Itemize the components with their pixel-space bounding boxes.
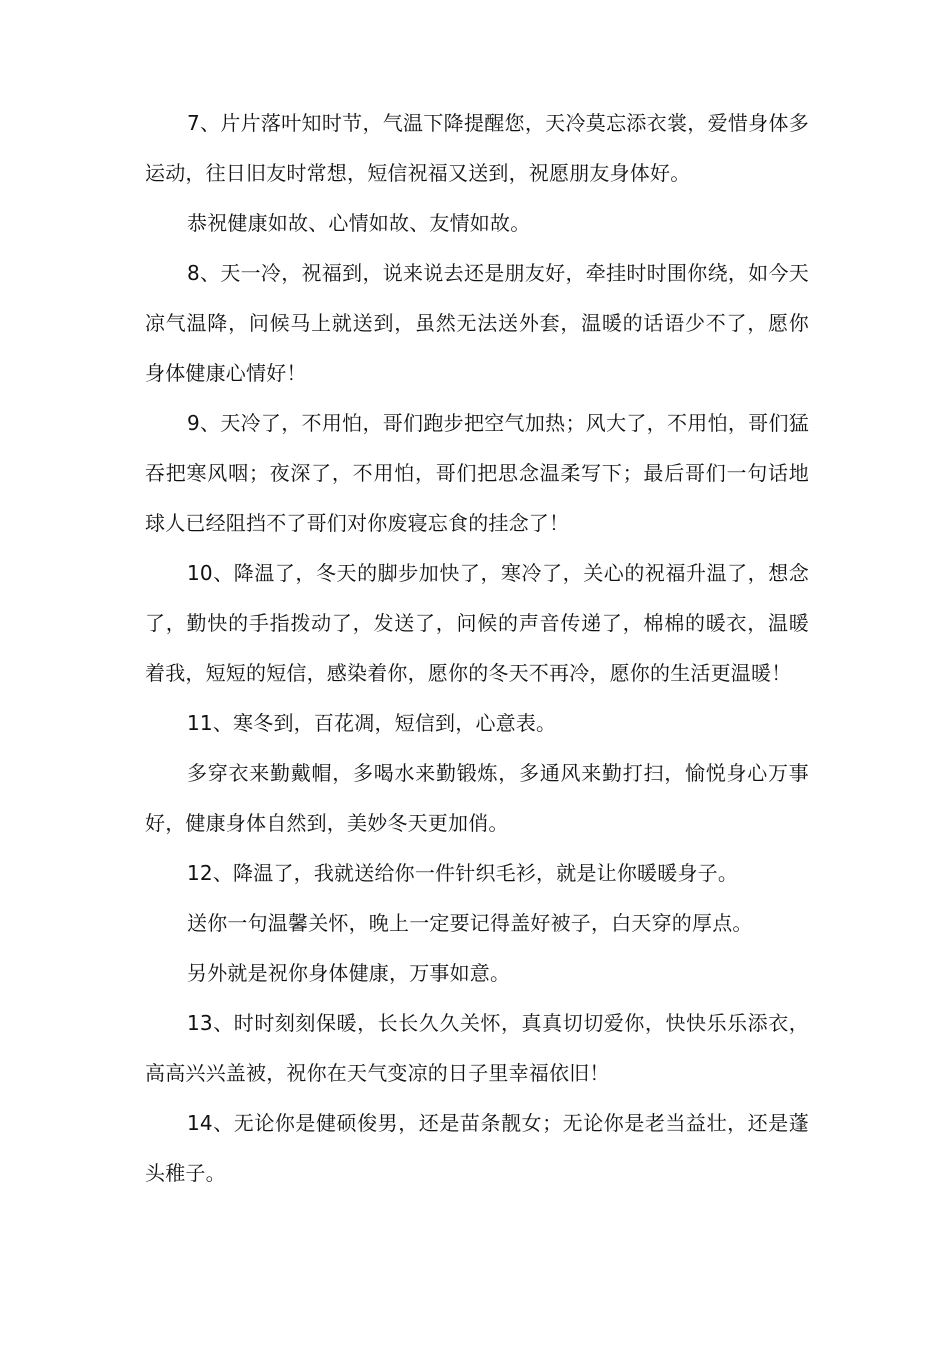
- paragraph-8: 8、天一冷，祝福到，说来说去还是朋友好，牵挂时时围你绕，如今天凉气温降，问候马上就送到，虽然无法送外套，温暖的话语少不了，愿你身体健康心情好！: [145, 261, 809, 385]
- paragraph-7: 7、片片落叶知时节，气温下降提醒您，天冷莫忘添衣裳，爱惜身体多运动，往日旧友时常想，短信祝福又送到，祝愿朋友身体好。: [145, 111, 809, 185]
- document-body: [145, 98, 809, 1198]
- paragraph-11: 11、寒冬到，百花凋，短信到，心意表。: [187, 711, 557, 735]
- paragraph-14: 14、无论你是健硕俊男，还是苗条靓女；无论你是老当益壮，还是蓬头稚子。: [145, 1111, 809, 1185]
- paragraph-12: 12、降温了，我就送给你一件针织毛衫，就是让你暖暖身子。: [187, 861, 739, 885]
- paragraph-11-continued: 多穿衣来勤戴帽，多喝水来勤锻炼，多通风来勤打扫，愉悦身心万事好，健康身体自然到，美妙冬天更加俏。: [145, 761, 809, 835]
- paragraph-12-continued-a: 送你一句温馨关怀，晚上一定要记得盖好被子，白天穿的厚点。: [187, 911, 753, 935]
- paragraph-12-continued-b: 另外就是祝你身体健康，万事如意。: [187, 961, 511, 985]
- paragraph-9: 9、天冷了，不用怕，哥们跑步把空气加热；风大了，不用怕，哥们猛吞把寒风咽；夜深了，不用怕，哥们把思念温柔写下；最后哥们一句话地球人已经阻挡不了哥们对你废寝忘食的挂念了！: [145, 411, 809, 535]
- paragraph-7-continued: 恭祝健康如故、心情如故、友情如故。: [187, 211, 531, 235]
- paragraph-13: 13、时时刻刻保暖，长长久久关怀，真真切切爱你，快快乐乐添衣，高高兴兴盖被，祝你在天气变凉的日子里幸福依旧！: [145, 1011, 809, 1085]
- paragraph-10: 10、降温了，冬天的脚步加快了，寒冷了，关心的祝福升温了，想念了，勤快的手指拨动了，发送了，问候的声音传递了，棉棉的暖衣，温暖着我，短短的短信，感染着你，愿你的冬天不再冷，愿你的生活更温暖！: [145, 561, 809, 685]
